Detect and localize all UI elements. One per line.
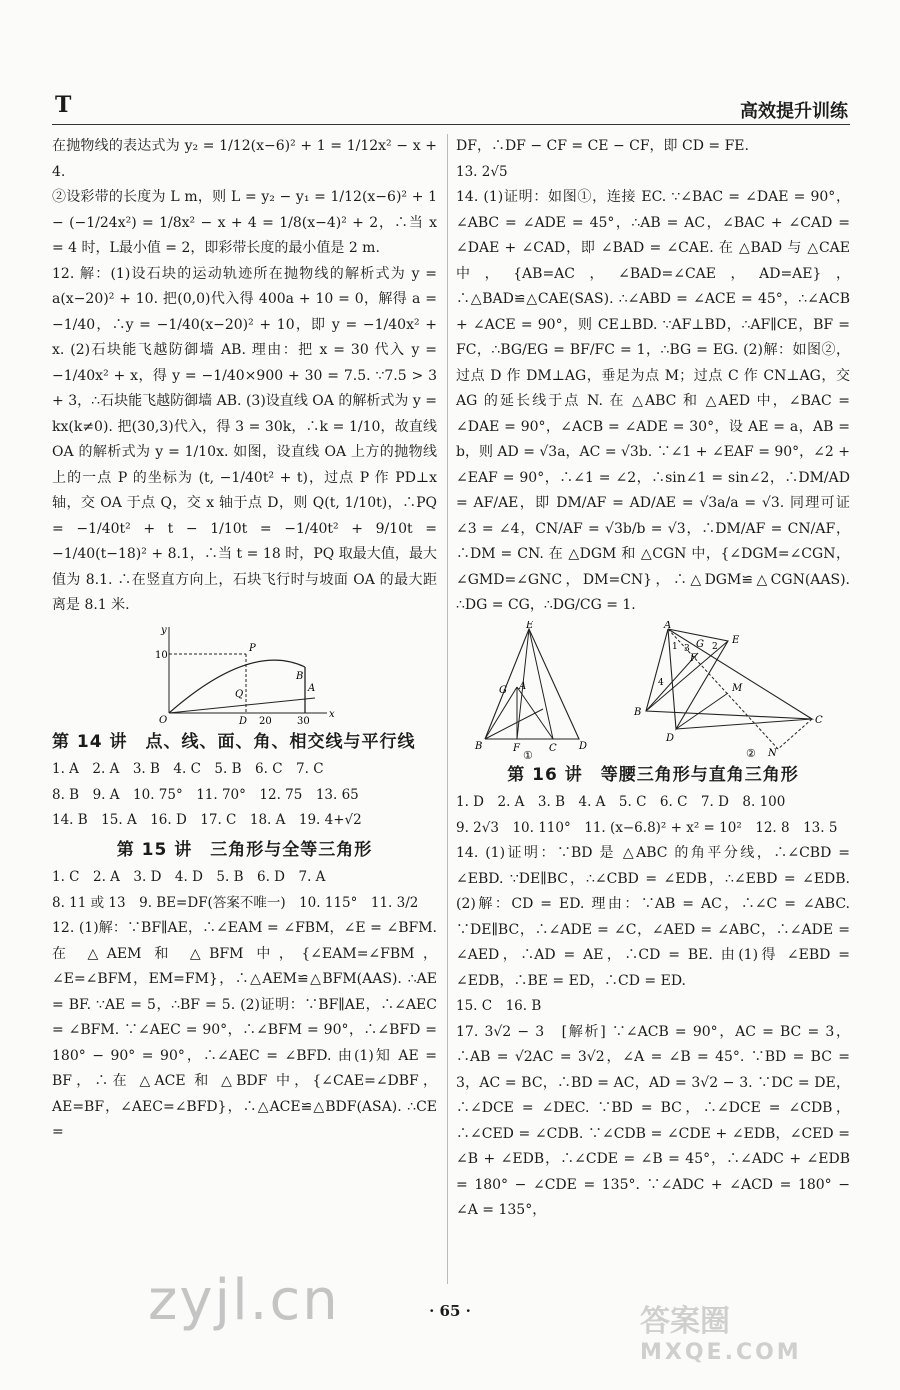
f1-label-f: F xyxy=(513,742,521,754)
trajectory-figure xyxy=(155,621,335,726)
lesson-15-heading: 第 15 讲 三角形与全等三角形 xyxy=(116,839,373,860)
lesson-15-answers-row-2: 8. 11 或 13 9. BE=DF(答案不唯一) 10. 115° 11. 3/2 xyxy=(52,894,419,911)
question-12-solution: 12. 解：(1)设石块的运动轨迹所在抛物线的解析式为 y = a(x−20)² + 10. 把(0,0)代入得 400a + 10 = 0，解得 a = −1/40，∴y = −1/40(x−20)² + 10，即 y = −1/40x² + x. (2)石块能飞越防御墙 AB. 理由：把 x = 30 代入 y = −1/40x² + x，得 y = −1/40×900 + 30 = 7.5. ∵7.5 > 3 + 3，∴石块能飞越防御墙 AB. (3)设直线 OA 的解析式为 y = kx(k≠0). 把(30,3)代入，得 3 = 30k，∴k = 1/10，故直线 OA 的解析式为 y = 1/10x. 如图，设直线 OA 上方的抛物线上的一点 P 的坐标为 (t, −1/40t² + t)，过点 P 作 PD⊥x 轴，交 OA 于点 Q，交 x 轴于点 D，则 Q(t, 1/10t)，∴PQ = −1/40t² + t − 1/10t = −1/40t² + 9/10t = −1/40(t−18)² + 8.1，∴当 t = 18 时，PQ 取最大值，最大值为 8.1. ∴在竖直方向上，石块飞行时与坡面 OA 的最大距离是 8.1 米. xyxy=(52,265,437,613)
f2-angle-1: 1 xyxy=(671,641,678,652)
f2-angle-2: 2 xyxy=(711,641,718,652)
f1-label-a: A xyxy=(519,680,527,692)
header-rule xyxy=(52,124,850,125)
left-column xyxy=(52,134,437,1146)
lesson-14-answers-row-1: 1. A 2. A 3. B 4. C 5. B 6. C 7. C xyxy=(52,761,324,777)
figure-1 xyxy=(473,621,593,759)
f2-label-a: A xyxy=(663,620,671,631)
fig-origin-label: O xyxy=(158,714,167,726)
watermark-right xyxy=(640,1296,802,1365)
lesson-16-question-14: 14. (1)证明：∵BD 是 △ABC 的角平分线，∴∠CBD = ∠EBD. ∵DE∥BC，∴∠CBD = ∠EDB，∴∠EBD = ∠EDB. (2)解：CD = ED. 理由：∵AB = AC，∴∠C = ∠ABC. ∵DE∥BC，∴∠ADE = ∠C，∠AED = ∠ABC，∴∠ADE = ∠AED，∴AD = AE，∴CD = BE. 由(1)得 ∠EBD = ∠EDB，∴BE = ED，∴CD = ED. xyxy=(456,845,850,989)
lesson-16-heading: 第 16 讲 等腰三角形与直角三角形 xyxy=(507,764,799,785)
continued-text: DF，∴DF − CF = CE − CF，即 CD = FE. xyxy=(456,138,749,154)
lesson-16-answers-row-1: 1. D 2. A 3. B 4. A 5. C 6. C 7. D 8. 100 xyxy=(456,794,786,810)
f1-label-c: C xyxy=(549,742,557,754)
f1-label-g: G xyxy=(499,684,508,696)
answer-13: 13. 2√5 xyxy=(456,163,508,180)
lesson-15-question-12: 12. (1)解：∵BF∥AE，∴∠EAM = ∠FBM，∠E = ∠BFM. 在 △AEM 和 △BFM 中，{∠EAM=∠FBM，∠E=∠BFM，EM=FM}，∴△AEM≌△BFM(AAS). ∴AE = BF. ∵AE = 5，∴BF = 5. (2)证明：∵BF∥AE，∴∠AEC = ∠BFM. ∵∠AEC = 90°，∴∠BFM = 90°，∴∠BFD = 180° − 90° = 90°，∴∠AEC = ∠BFD. 由(1)知 AE = BF，∴在 △ACE 和 △BDF 中，{∠CAE=∠DBF，AE=BF，∠AEC=∠BFD}，∴△ACE≌△BDF(ASA). ∴CE = xyxy=(52,920,437,1140)
question-14-solution: 14. (1)证明：如图①，连接 EC. ∵∠BAC = ∠DAE = 90°，∠ABC = ∠ADE = 45°，∴AB = AC，∠BAC + ∠CAD = ∠DAE + ∠CAD，即 ∠BAD = ∠CAE. 在 △BAD 与 △CAE 中，{AB=AC，∠BAD=∠CAE，AD=AE}，∴△BAD≌△CAE(SAS). ∴∠ABD = ∠ACE = 45°，∴∠ACB + ∠ACE = 90°，则 CE⊥BD. ∵AF⊥BD，∴AF∥CE，BF = FC，∴BG/EG = BF/FC = 1，∴BG = EG. (2)解：如图②，过点 D 作 DM⊥AG，垂足为点 M；过点 C 作 CN⊥AG，交 AG 的延长线于点 N. 在 △ABC 和 △AED 中，∠BAC = ∠DAE = 90°，∠ACB = ∠ADE = 30°，设 AE = a，AB = b，则 AD = √3a，AC = √3b. ∵∠1 + ∠EAF = 90°，∠2 + ∠EAF = 90°，∴∠1 = ∠2，∴sin∠1 = sin∠2，∴DM/AD = AF/AE，即 DM/AF = AD/AE = √3a/a = √3. 同理可证 ∠3 = ∠4，CN/AF = √3b/b = √3，∴DM/AF = CN/AF，∴DM = CN. 在 △DGM 和 △CGN 中，{∠DGM=∠CGN，∠GMD=∠GNC，DM=CN}，∴△DGM≌△CGN(AAS). ∴DG = CG，∴DG/CG = 1. xyxy=(456,189,851,613)
lesson-16-answers-row-3: 15. C 16. B xyxy=(456,998,542,1014)
figure-2 xyxy=(628,621,833,759)
fig-tick-20: 20 xyxy=(258,715,272,726)
header-title: 高效提升训练 xyxy=(740,101,848,122)
fig-point-q: Q xyxy=(234,688,243,700)
fig-x-label: x xyxy=(328,708,335,720)
f1-label-b: B xyxy=(475,740,483,752)
parabola-expression-text: 在抛物线的表达式为 y₂ = 1/12(x−6)² + 1 = 1/12x² − x + 4. xyxy=(52,138,437,180)
fig-point-a: A xyxy=(307,682,315,694)
f1-label-d: D xyxy=(579,740,588,752)
lesson-14-answers-row-3: 14. B 15. A 16. D 17. C 18. A 19. 4+√2 xyxy=(52,812,362,828)
watermark-left: zyjl.cn xyxy=(148,1268,340,1333)
fig-tick-10: 10 xyxy=(154,649,168,661)
column-divider xyxy=(447,134,448,1284)
f2-label-n: N xyxy=(767,747,777,759)
lesson-14-heading: 第 14 讲 点、线、面、角、相交线与平行线 xyxy=(52,731,416,752)
watermark-logo-url: MXQE.COM xyxy=(640,1340,802,1365)
fig-y-label: y xyxy=(160,624,167,636)
header-letter: T xyxy=(55,92,72,118)
f1-caption: ① xyxy=(523,748,534,759)
watermark-logo-text: 答案圈 xyxy=(640,1304,730,1339)
f2-angle-4: 4 xyxy=(657,677,664,688)
fig-point-b: B xyxy=(295,670,303,682)
lesson-16-question-17: 17. 3√2 − 3 [解析] ∵∠ACB = 90°，AC = BC = 3，∴AB = √2AC = 3√2，∠A = ∠B = 45°. ∵BD = BC = 3，AC = BC，∴BD = AC，AD = 3√2 − 3. ∵DC = DE，∴∠DCE = ∠DEC. ∵BD = BC，∴∠DCE = ∠CDB，∴∠CED = ∠CDB. ∵∠CDB = ∠CDE + ∠EDB，∠CED = ∠B + ∠EDB，∴∠CDE = ∠B = 45°，∴∠ADC + ∠EDB = 180° − ∠CDE = 135°. ∵∠ADC + ∠ACD = 180° − ∠A = 135°， xyxy=(456,1023,850,1218)
f2-label-m: M xyxy=(731,682,742,694)
f2-label-b: B xyxy=(633,706,642,718)
f1-label-e: E xyxy=(526,620,534,631)
f2-label-e: E xyxy=(731,634,740,646)
geometry-figures xyxy=(456,621,850,759)
f2-label-f: F xyxy=(689,652,697,664)
ribbon-length-text: ②设彩带的长度为 L m，则 L = y₂ − y₁ = 1/12(x−6)² + 1 − (−1/24x²) = 1/8x² − x + 4 = 1/8(x−4)² + 2，∴当 x = 4 时，L最小值 = 2，即彩带长度的最小值是 2 m. xyxy=(52,189,437,256)
f2-label-g: G xyxy=(695,638,704,650)
f2-label-d: D xyxy=(665,732,674,744)
fig-tick-30: 30 xyxy=(296,715,310,726)
right-column xyxy=(456,134,850,1224)
lesson-15-answers-row-1: 1. C 2. A 3. D 4. D 5. B 6. D 7. A xyxy=(52,869,326,885)
f2-caption: ② xyxy=(745,746,756,759)
lesson-14-answers-row-2: 8. B 9. A 10. 75° 11. 70° 12. 75 13. 65 xyxy=(52,786,359,803)
fig-point-d: D xyxy=(238,715,247,726)
f2-angle-3: 3 xyxy=(683,643,690,654)
fig-point-p: P xyxy=(248,642,256,654)
lesson-16-answers-row-2: 9. 2√3 10. 110° 11. (x−6.8)² + x² = 10² 12. 8 13. 5 xyxy=(456,819,838,836)
page-number: · 65 · xyxy=(429,1302,471,1320)
f2-label-c: C xyxy=(814,714,823,726)
